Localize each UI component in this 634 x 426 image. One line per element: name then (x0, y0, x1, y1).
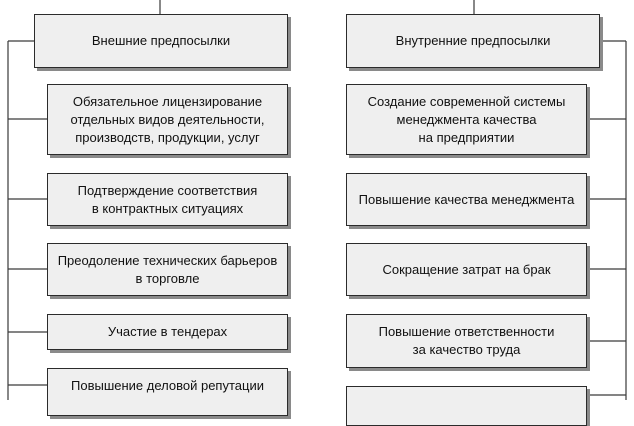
external-prerequisites-header: Внешние предпосылки (34, 14, 288, 68)
internal-item-responsibility: Повышение ответственности за качество труда (346, 314, 587, 368)
external-item-trade-barriers: Преодоление технических барьеров в торговле (47, 243, 288, 296)
external-item-licensing: Обязательное лицензирование отдельных видов деятельности, производств, продукции, услуг (47, 84, 288, 155)
external-item-tenders: Участие в тендерах (47, 314, 288, 350)
external-item-reputation: Повышение деловой репутации (47, 368, 288, 416)
internal-item-management-quality: Повышение качества менеджмента (346, 173, 587, 226)
internal-item-partial (346, 386, 587, 426)
internal-prerequisites-header: Внутренние предпосылки (346, 14, 600, 68)
internal-item-qms: Создание современной системы менеджмента качества на предприятии (346, 84, 587, 155)
external-item-conformity: Подтверждение соответствия в контрактных ситуациях (47, 173, 288, 226)
internal-item-defect-costs: Сокращение затрат на брак (346, 243, 587, 296)
